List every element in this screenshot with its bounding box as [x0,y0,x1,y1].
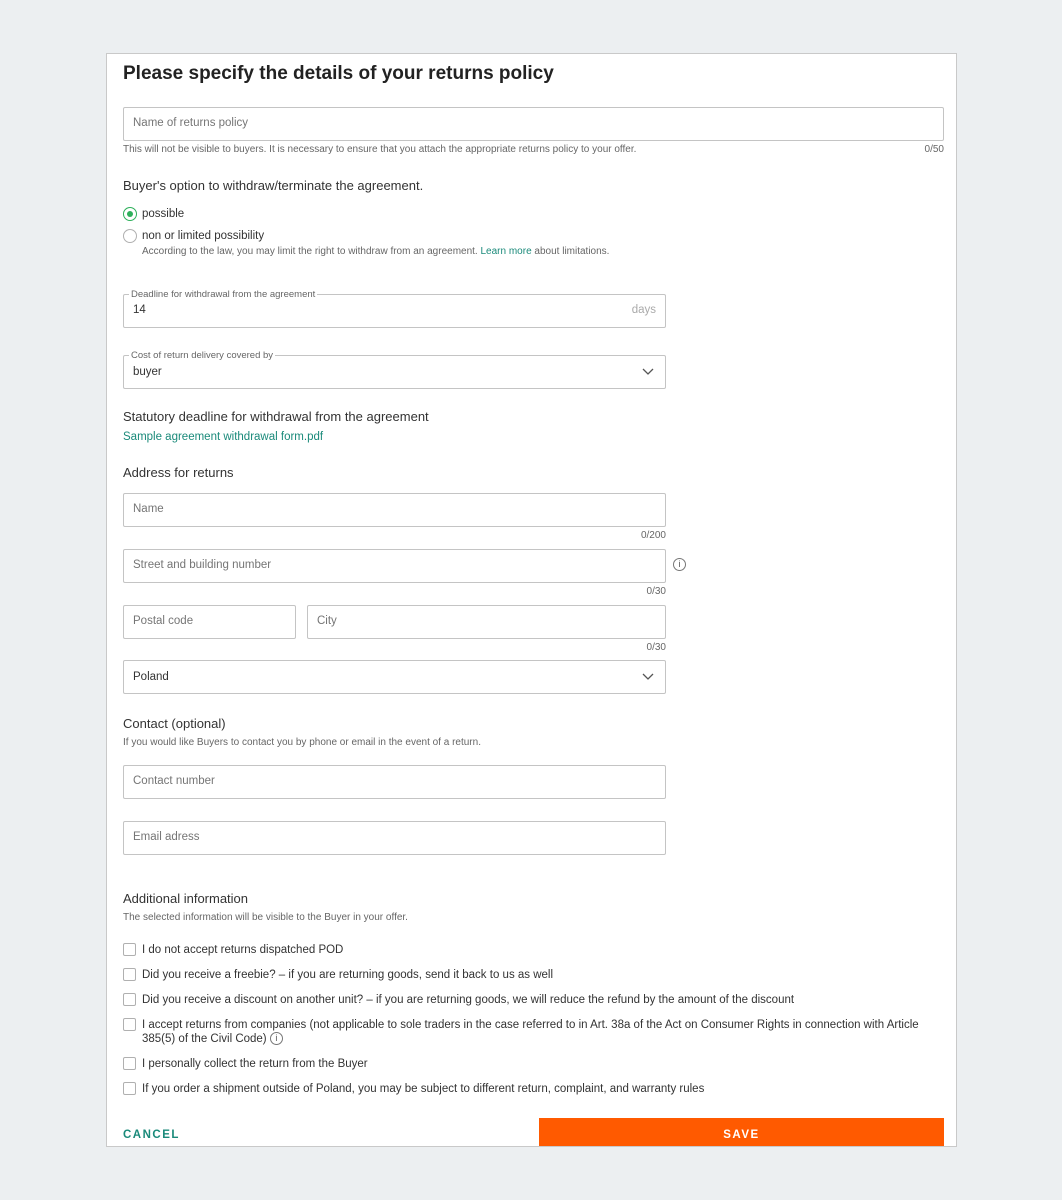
page-title: Please specify the details of your returns policy [123,63,554,84]
sample-form-link[interactable]: Sample agreement withdrawal form.pdf [123,431,324,443]
deadline-value: 14 [133,304,146,316]
checkbox-outside-poland[interactable] [123,1082,136,1095]
checkbox-companies[interactable] [123,1018,136,1031]
postal-code-input[interactable] [123,605,296,639]
radio-limited-label[interactable]: non or limited possibility [142,230,265,242]
contact-number-input[interactable] [123,765,666,799]
policy-name-input[interactable] [123,107,944,141]
statutory-heading: Statutory deadline for withdrawal from the agreement [123,409,429,424]
city-input[interactable] [307,605,666,639]
checkbox-discount[interactable] [123,993,136,1006]
street-counter: 0/30 [646,586,666,597]
contact-heading: Contact (optional) [123,716,226,731]
country-value: Poland [133,671,169,683]
checkbox-no-pod[interactable] [123,943,136,956]
deadline-label: Deadline for withdrawal from the agreement [131,289,316,300]
withdraw-option-heading: Buyer's option to withdraw/terminate the agreement. [123,178,424,193]
cost-value: buyer [133,366,162,378]
checkbox-companies-text[interactable] [142,1018,942,1046]
radio-limited[interactable] [123,229,137,243]
chevron-down-icon [641,669,655,683]
returns-policy-panel [106,53,957,1147]
checkbox-freebie[interactable] [123,968,136,981]
save-button[interactable]: SAVE [539,1118,944,1147]
checkbox-companies-label[interactable]: I accept returns from companies (not applicable to sole traders in the case referred to in Art. 38a of the Act on Consumer Rights in connection with Article 385(5) of the Civil Code) [142,1019,919,1045]
contact-number-placeholder: Contact number [133,775,215,787]
additional-heading: Additional information [123,891,249,906]
city-counter: 0/30 [646,642,666,653]
checkbox-freebie-label[interactable]: Did you receive a freebie? – if you are returning goods, send it back to us as well [142,969,554,981]
address-heading: Address for returns [123,465,234,480]
cost-select[interactable] [123,350,666,389]
city-placeholder: City [317,615,337,627]
checkbox-personal-collect-label[interactable]: I personally collect the return from the Buyer [142,1058,368,1070]
policy-name-hint: This will not be visible to buyers. It is necessary to ensure that you attach the appropriate returns policy to your offer. [123,144,637,155]
street-input[interactable] [123,549,666,583]
withdraw-note-suffix: about limitations. [534,246,610,257]
cancel-button[interactable]: CANCEL [123,1129,180,1141]
street-placeholder: Street and building number [133,559,272,571]
checkbox-no-pod-label[interactable]: I do not accept returns dispatched POD [142,944,344,956]
checkbox-outside-poland-label[interactable]: If you order a shipment outside of Poland, you may be subject to different return, complaint, and warranty rules [142,1083,705,1095]
learn-more-link[interactable]: Learn more [480,246,532,257]
address-name-counter: 0/200 [640,530,666,541]
info-icon[interactable]: i [270,1032,283,1045]
radio-possible-label[interactable]: possible [142,208,185,220]
postal-code-placeholder: Postal code [133,615,194,627]
deadline-input[interactable] [123,289,666,328]
address-name-input[interactable] [123,493,666,527]
cost-label: Cost of return delivery covered by [131,350,274,361]
address-name-placeholder: Name [133,503,164,515]
email-placeholder: Email adress [133,831,200,843]
chevron-down-icon [641,364,655,378]
country-select[interactable] [123,660,666,694]
policy-name-counter: 0/50 [924,144,944,155]
checkbox-personal-collect[interactable] [123,1057,136,1070]
email-input[interactable] [123,821,666,855]
info-icon[interactable]: i [673,558,686,571]
checkbox-discount-label[interactable]: Did you receive a discount on another unit? – if you are returning goods, we will reduce the refund by the amount of the discount [142,994,795,1006]
withdraw-note-text: According to the law, you may limit the right to withdraw from an agreement. [142,246,478,257]
radio-possible[interactable] [123,207,137,221]
contact-hint: If you would like Buyers to contact you by phone or email in the event of a return. [123,737,481,748]
policy-name-placeholder: Name of returns policy [133,117,249,129]
additional-hint: The selected information will be visible to the Buyer in your offer. [123,912,408,923]
withdraw-note [142,246,609,257]
deadline-unit: days [631,304,656,316]
